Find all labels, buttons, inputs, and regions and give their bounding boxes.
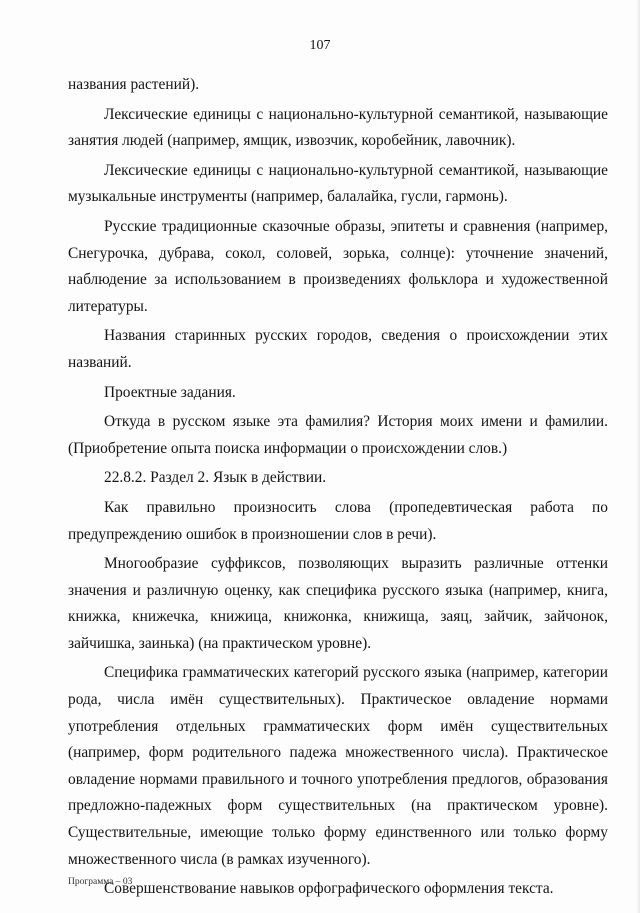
- page-footer: Программа – 03: [68, 877, 133, 887]
- paragraph-grammar-categories: Специфика грамматических категорий русского языка (например, категории рода, числа имён существительных). Практическое овладение нормами употребления отдельных грамматических форм имён существительных (например, форм родительного падежа множественного числа). Практическое овладение нормами правильного и точного употребления предлогов, образования предложно-падежных форм существительных (на практическом уровне). Существительные, имеющие только форму единственного или только форму множественного числа (в рамках изученного).: [68, 664, 608, 868]
- paragraph-spelling: Совершенствование навыков орфографического оформления текста.: [104, 880, 554, 898]
- paragraph-continuation: названия растений).: [68, 76, 200, 93]
- paragraph-suffixes: Многообразие суффиксов, позволяющих выразить различные оттенки значения и различную оценку, как специфика русского языка (например, книга, книжка, книжечка, книжица, книжонка, книжища, заяц, зайчик, зайчонок, зайчишка, заинька) (на практическом уровне).: [68, 555, 608, 652]
- paragraph-pronunciation: Как правильно произносить слова (пропедевтическая работа по предупреждению ошибок в произношении слов в речи).: [68, 498, 608, 543]
- section-heading: 22.8.2. Раздел 2. Язык в действии.: [104, 469, 327, 487]
- paragraph-project-tasks: Проектные задания.: [104, 383, 236, 401]
- page-number: 107: [309, 38, 331, 53]
- paragraph-surname-origin: Откуда в русском языке эта фамилия? История моих имени и фамилии. (Приобретение опыта поиска информации о происхождении слов.): [68, 413, 608, 457]
- paragraph-instruments: Лексические единицы с национально-культурной семантикой, называющие музыкальные инструменты (например, балалайка, гусли, гармонь).: [68, 161, 608, 206]
- paragraph-fairy-tale-images: Русские традиционные сказочные образы, эпитеты и сравнения (например, Снегурочка, дубрава, сокол, соловей, зорька, солнце): уточнение значений, наблюдение за использованием в произведениях фольклора и художественной литературы.: [68, 217, 608, 315]
- paragraph-occupations: Лексические единицы с национально-культурной семантикой, называющие занятия людей (например, ямщик, извозчик, коробейник, лавочник).: [68, 105, 608, 150]
- body-text: [68, 72, 608, 903]
- paragraph-old-cities: Названия старинных русских городов, сведения о происхождении этих названий.: [68, 327, 608, 371]
